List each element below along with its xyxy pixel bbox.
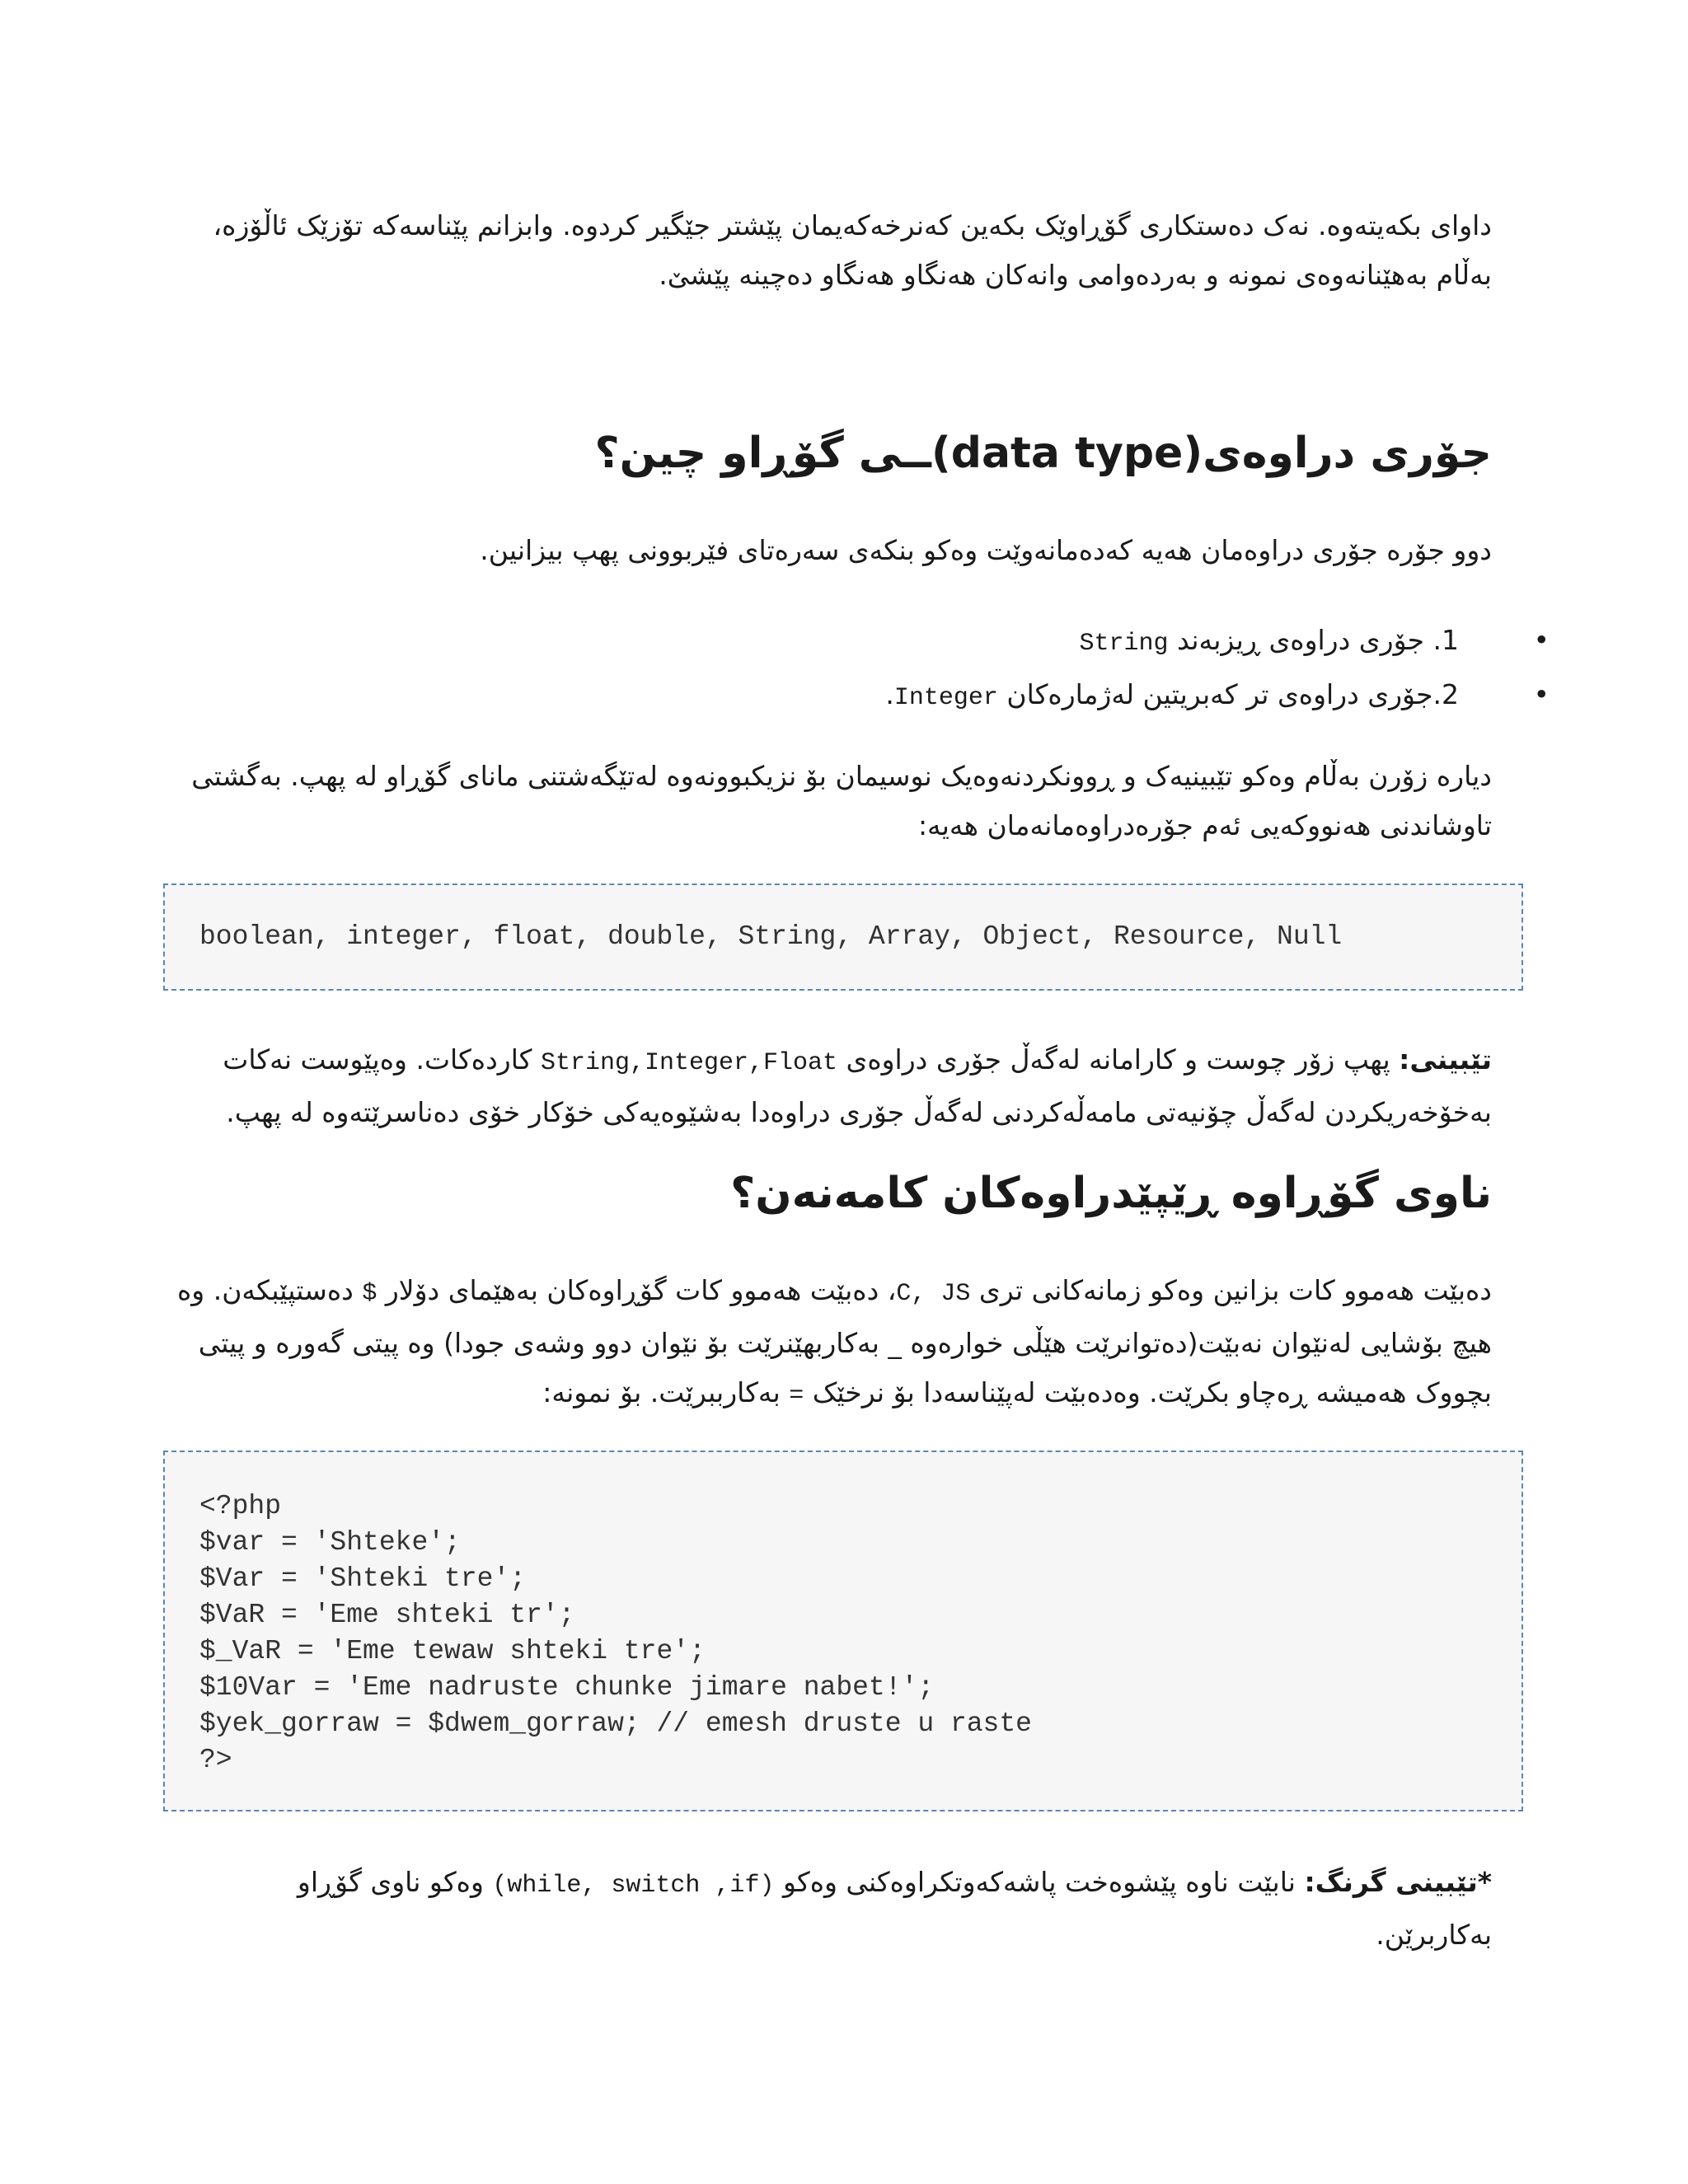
inline-code: = <box>789 1382 804 1410</box>
code-line: ?> <box>199 1745 232 1775</box>
bullet-icon: • <box>1533 624 1550 656</box>
code-line: $10Var = 'Eme nadruste chunke jimare nabet!'; <box>199 1672 935 1703</box>
php-code-block <box>199 1488 1032 1779</box>
code-line: $VaR = 'Eme shteki tr'; <box>199 1600 575 1630</box>
note-label: تێبینی: <box>1399 1043 1492 1076</box>
inline-code: Integer <box>893 684 998 712</box>
intro-paragraph <box>157 201 1492 300</box>
intro-line-2: بەڵام بەهێنانەوەی نمونە و بەردەوامی وانەکان هەنگاو هەنگاو دەچینە پێشێ. <box>659 259 1492 291</box>
data-types-intro: دوو جۆرە جۆری دراوەمان هەیە کەدەمانەوێت وەکو بنکەی سەرەتای فێربوونی پهپ بیزانین. <box>480 534 1492 566</box>
data-types-list <box>668 615 1550 724</box>
list-item: • 2.جۆری دراوەی تر کەبریتین لەژمارەکان Integer. <box>668 669 1492 724</box>
inline-code: (while, switch ,if) <box>492 1872 775 1900</box>
php-code-box <box>163 1451 1523 1811</box>
inline-code: String <box>1079 630 1169 658</box>
variable-names-paragraph: دەبێت هەموو کات بزانین وەکو زمانەکانی تری C, JS، دەبێت هەموو کات گۆڕاوەکان بەهێمای دۆلار $ دەستپێبکەن. وە هیچ بۆشایی لەنێوان نەبێت(دەتوانرێت هێڵی خوارەوە _ بەکاربهێنرێت بۆ نێوان دوو وشەی جودا) وە پیتی گەورە و پیتی بچووک هەمیشە ڕەچاو بکرێت. وەدەبێت لەپێناسەدا بۆ نرخێک = بەکارببرێت. بۆ نمونە: <box>176 1274 1492 1410</box>
types-code-box <box>163 883 1523 991</box>
list-item: • 1. جۆری دراوەی ڕیزبەند String <box>668 615 1492 669</box>
code-line: <?php <box>199 1491 282 1521</box>
bullet-icon: • <box>1533 678 1550 710</box>
code-line: $_VaR = 'Eme tewaw shteki tre'; <box>199 1636 706 1666</box>
section-heading-data-types: جۆری دراوەی(data type)ــی گۆڕاو چین؟ <box>594 429 1492 478</box>
inline-code: String,Integer,Float <box>540 1049 838 1077</box>
inline-code: C, JS <box>896 1280 971 1308</box>
note-paragraph: تێبینی: پهپ زۆر چوست و کارامانە لەگەڵ جۆری دراوەی String,Integer,Float کاردەکات. وەپێوست نەکات بەخۆخەریکردن لەگەڵ چۆنیەتی مامەڵەکردنی لەگەڵ جۆری دراوەدا بەشێوەیەکی خۆکار خۆی دەناسرێتەوە لە پهپ. <box>223 1043 1492 1128</box>
section-heading-variable-names: ناوی گۆڕاوە ڕێپێدراوەکان کامەنەن؟ <box>730 1169 1492 1218</box>
code-line: $Var = 'Shteki tre'; <box>199 1563 527 1594</box>
code-line: $var = 'Shteke'; <box>199 1527 461 1558</box>
data-types-explanation: دیارە زۆرن بەڵام وەکو تێبینیەک و ڕوونکردنەوەیک نوسیمان بۆ نزیکبوونەوە لەتێگەشتنی مانای گۆڕاو لە پهپ. بەگشتی تاوشاندنی هەنووکەیی ئەم جۆرەدراوەمانەمان هەیە: <box>191 760 1492 841</box>
inline-code: $ <box>362 1280 377 1308</box>
intro-line-1: داوای بکەیتەوە. نەک دەستکاری گۆڕاوێک بکەین کەنرخەکەیمان پێشتر جێگیر کردوە. وابزانم پێناسەکە تۆزێک ئاڵۆزە، <box>213 209 1492 241</box>
important-label: *تێبینی گرنگ: <box>1304 1866 1492 1898</box>
important-note: *تێبینی گرنگ: نابێت ناوە پێشوەخت پاشەکەوتکراوەکنی وەکو (while, switch ,if) وەکو ناوی گۆڕاو بەکاربرێن. <box>297 1866 1492 1951</box>
types-code: boolean, integer, float, double, String, Array, Object, Resource, Null <box>199 921 1343 952</box>
code-line: $yek_gorraw = $dwem_gorraw; // emesh druste u raste <box>199 1708 1032 1739</box>
